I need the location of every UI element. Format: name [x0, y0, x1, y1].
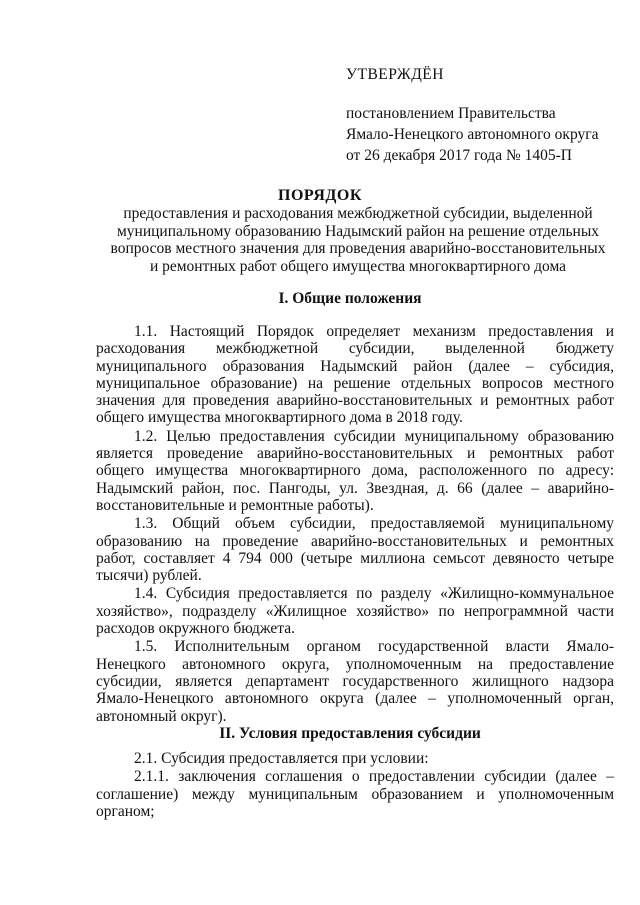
decree-reference — [346, 103, 626, 166]
paragraph-1-2: 1.2. Целью предоставления субсидии муниципальному образованию является проведение аварийно-восстановительных и ремонтных работ общего имущества многоквартирного дома, расположенного по адресу: Надымский район, пос. Пангоды, ул. Звездная, д. 66 (далее – аварийно-восстановительные и ремонтные работы). — [96, 427, 614, 514]
decree-line: от 26 декабря 2017 года № 1405-П — [346, 147, 572, 164]
section-heading-general: I. Общие положения — [278, 290, 422, 307]
paragraph-1-4: 1.4. Субсидия предоставляется по разделу «Жилищно-коммунальное хозяйство», подразделу «Жилищное хозяйство» по непрограммной части расходов окружного бюджета. — [96, 585, 614, 638]
section-heading-conditions: II. Условия предоставления субсидии — [219, 725, 481, 742]
section-conditions-body — [96, 750, 614, 820]
decree-line: постановлением Правительства — [346, 105, 556, 122]
approval-stamp: УТВЕРЖДЁН — [346, 66, 444, 83]
section-general-body — [96, 323, 614, 725]
subtitle-line: муниципальному образованию Надымский район на решение отдельных — [116, 222, 599, 240]
paragraph-1-5: 1.5. Исполнительным органом государственной власти Ямало-Ненецкого автономного округа, уполномоченным на предоставление субсидии, является департамент государственного жилищного надзора Ямало-Ненецкого автономного округа (далее – уполномоченный орган, автономный округ). — [96, 638, 614, 725]
decree-line: Ямало-Ненецкого автономного округа — [346, 126, 599, 143]
paragraph-1-3: 1.3. Общий объем субсидии, предоставляемой муниципальному образованию на проведение аварийно-восстановительных и ремонтных работ, составляет 4 794 000 (четыре миллиона семьсот девяносто четыре тысячи) рублей. — [96, 515, 614, 585]
subtitle-line: и ремонтных работ общего имущества многоквартирного дома — [149, 257, 567, 275]
paragraph-1-1: 1.1. Настоящий Порядок определяет механизм предоставления и расходования межбюджетной субсидии, выделенной бюджету муниципального образования Надымский район (далее – субсидия, муниципальное образование) на решение отдельных вопросов местного значения для проведения аварийно-восстановительных и ремонтных работ общего имущества многоквартирного дома в 2018 году. — [96, 323, 614, 427]
document-subtitle — [110, 205, 606, 275]
paragraph-2-1: 2.1. Субсидия предоставляется при условии: — [134, 750, 429, 767]
document-title: ПОРЯДОК — [278, 187, 362, 204]
paragraph-2-1-1: 2.1.1. заключения соглашения о предоставлении субсидии (далее – соглашение) между муниципальным образованием и уполномоченным органом; — [96, 768, 614, 820]
subtitle-line: вопросов местного значения для проведения аварийно-восстановительных — [110, 240, 606, 257]
subtitle-line: предоставления и расходования межбюджетной субсидии, выделенной — [123, 205, 593, 222]
